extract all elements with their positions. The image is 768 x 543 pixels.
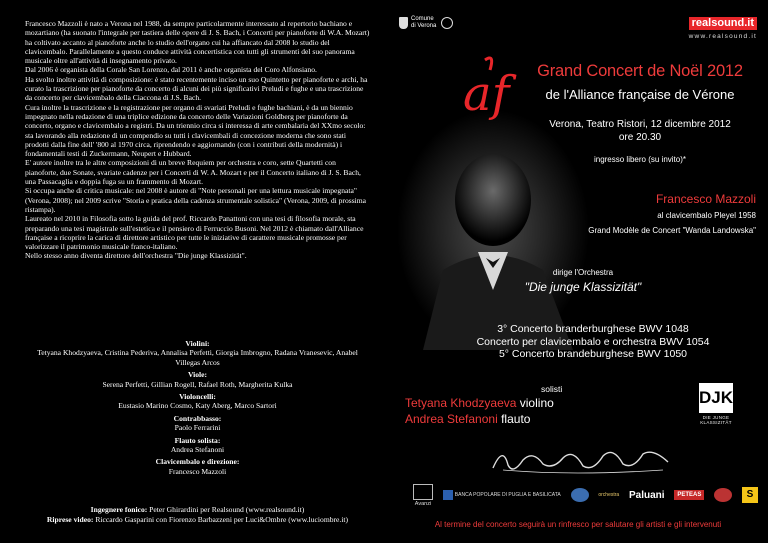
soloist-instrument: violino — [519, 396, 554, 410]
tech-value: Riccardo Gasparini con Fiorenzo Barbazzeni per Luci&Ombre (www.luciombre.it) — [95, 515, 349, 524]
technical-credits — [25, 505, 370, 525]
instrument-line: al clavicembalo Pleyel 1958 — [657, 211, 756, 220]
tech-credit — [25, 505, 370, 515]
djk-mark: DJK — [699, 383, 733, 413]
sponsor-strip — [413, 482, 758, 508]
djk-caption: DIE JUNGE KLASSIZITÄT — [700, 415, 732, 425]
bio-paragraph: Ha svolto inoltre attività di composizione: è stato recentemente inciso un suo Quintetto per pianoforte e archi, ha curato la trascrizione per pianoforte da concerto di alcuni dei più significativi Preludi e fughe e una trascrizione da concerto per clavicembalo della Ciaccona di J.S. Bach. — [25, 74, 368, 103]
soloist-name: Andrea Stefanoni — [405, 412, 498, 426]
biography — [25, 19, 370, 261]
credit-role: Violini: — [185, 339, 210, 348]
program-item: 3° Concerto branderburghese BWV 1048 — [497, 323, 689, 335]
performer-photo — [383, 140, 593, 350]
credit-role: Violoncelli: — [179, 392, 216, 402]
bio-paragraph: Cura inoltre la trascrizione e la registrazione per organo di svariati Preludi e fughe bachiani, è da un biennio impegnato nella redazione di una triplice edizione da concerto delle Variazioni Goldberg per pianoforte da concerto, organo e clavicembalo a registri. Da un triennio circa si interessa di arte cembalaria del XXmo secolo: sta lavorando alla redazione di un compendio su tutti i clavicembali di concezione moderna che sono stati prodotti dalla fine dell' '800 al 1970 circa, riprendendo e aggiornando (con i contributi della modernità) i fondamentali testi di Zuckermann, Neupert e Hubbard. — [25, 102, 366, 159]
avanzi-icon — [413, 484, 433, 500]
ring-icon — [441, 17, 453, 29]
soloist-row — [405, 396, 665, 410]
tech-credit — [25, 515, 370, 525]
bio-paragraph: Nello stesso anno diventa direttore dell'orchestra "Die junge Klassizität". — [25, 251, 247, 261]
venue-date — [516, 118, 764, 144]
bank-icon — [443, 490, 453, 500]
sponsor-bpp — [443, 490, 561, 500]
realsound-wordmark: realsound.it — [689, 17, 757, 30]
credit-names: Paolo Ferrarini — [174, 423, 221, 433]
sponsor-orchestra: orchestra — [598, 492, 620, 498]
orchestra-credits — [25, 336, 370, 476]
soloists — [405, 384, 665, 426]
bio-paragraph: Si occupa anche di critica musicale: nel 2008 è autore di "Note personali per una lettura musicale impegnata" (Verona, 2008); nel 2009 scrive "Storia e pratica della cadenza strumentale solistica" (Verona, 2009, di prossima ristampa). — [25, 186, 367, 214]
performer-name: Francesco Mazzoli — [655, 192, 756, 206]
bio-paragraph: Francesco Mazzoli è nato a Verona nel 1988, da sempre particolarmente interessato al repertorio bachiano e mozartiano (ha suonato l'integrale per tastiera delle opere di J. S. Bach, i Concerti per pianoforte di W.A. Mozart) ha coltivato accanto al pianoforte anche lo studio dell'organo cui ha affiancato dal 2008 lo studio del clavicembalo. Parallelamente a questo conduce attività concertistica con tutti gli strumenti del suo panorama musicale oltre all'attività di insegnamento privato. — [25, 19, 370, 66]
soloist-name: Tetyana Khodzyaeva — [405, 396, 517, 410]
realsound-url: www.realsound.it — [688, 33, 757, 40]
title-line1: Grand Concert de Noël 2012 — [537, 62, 743, 80]
af-logo-text: af — [463, 66, 510, 122]
credit-role: Contrabbasso: — [173, 413, 222, 423]
credit-names: Eustasio Marino Cosmo, Katy Aberg, Marco Sartori — [118, 401, 277, 411]
crest-icon — [399, 17, 408, 29]
program-list — [443, 323, 743, 361]
conductor-info — [508, 268, 658, 294]
instrument-model-line: Grand Modèle de Concert "Wanda Landowska" — [588, 226, 756, 235]
tech-label: Riprese video: — [46, 515, 94, 524]
title-line2: de l'Alliance française de Vérone — [545, 87, 735, 102]
credit-names: Francesco Mazzoli — [168, 466, 227, 476]
sponsor-avanzi — [413, 484, 433, 507]
sponsor-s-logo: S — [742, 487, 758, 503]
program-item: Concerto per clavicembalo e orchestra BWV 1054 — [476, 335, 710, 348]
comune-logo — [399, 16, 453, 29]
realsound-logo — [689, 13, 757, 40]
soloist-row — [405, 412, 665, 426]
credit-names: Andrea Stefanoni — [170, 445, 225, 455]
sponsor-avanzi-label: Avanzi — [414, 500, 432, 507]
sponsor-red-logo: PETEAS — [674, 490, 704, 500]
bio-paragraph: Dal 2006 è organista della Corale San Lorenzo, dal 2011 è anche organista del Coro Alfonsiano. — [25, 65, 317, 75]
orchestra-name: "Die junge Klassizität" — [524, 280, 642, 294]
bio-paragraph: E' autore inoltre tra le altre composizioni di un breve Requiem per orchestra e coro, sette Quartetti con pianoforte, due Sonate, svariate cadenze per i Concerti di W. A. Mozart e per il Concerto italiano di J. S. Bach, una Passacaglia e doppia fuga su un frammento di Mozart. — [25, 158, 361, 187]
concert-title — [515, 62, 765, 102]
footer-note: Al termine del concerto seguirà un rinfresco per salutare gli artisti e gli intervenuti — [434, 520, 722, 529]
credit-role: Flauto solista: — [174, 435, 221, 445]
right-panel — [383, 0, 768, 543]
dirige-line: dirige l'Orchestra — [552, 268, 614, 277]
sponsor-red-circle-icon — [714, 488, 732, 502]
tech-value: Peter Ghirardini per Realsound (www.realsound.it) — [149, 505, 305, 514]
entry-note: ingresso libero (su invito)* — [593, 155, 687, 164]
credit-names: Serena Perfetti, Gillian Rogell, Rafael Roth, Margherita Kulka — [102, 379, 293, 389]
comune-line2: di Verona — [411, 22, 437, 29]
soloist-instrument: flauto — [501, 412, 531, 426]
credit-role: Viole: — [187, 370, 208, 380]
sponsor-globe-icon — [571, 488, 589, 502]
sponsor-bpp-label: BANCA POPOLARE DI PUGLIA E BASILICATA — [454, 492, 561, 498]
soloists-title: solisti — [541, 384, 563, 394]
bach-signature — [483, 440, 683, 480]
credit-names: Tetyana Khodzyaeva, Cristina Pederiva, Annalisa Perfetti, Giorgia Imbrogno, Radana Vranesevic, Anabel Villegas Arcos — [37, 348, 358, 367]
venue-line: Verona, Teatro Ristori, 12 dicembre 2012 — [549, 119, 731, 130]
bio-paragraph: Laureato nel 2010 in Filosofia sotto la guida del prof. Riccardo Panattoni con una tesi di filosofia morale, sta preparando una tesi magistrale sull'estetica e il pensiero di Ferruccio Busoni. Nel 2012 è chiamato dall'Alliance française a ricoprire la carica di direttore artistico per tutte le iniziative di carattere musicale promosse per valorizzare il patrimonio musicale franco-italiano. — [25, 214, 364, 252]
time-line: ore 20.30 — [618, 132, 662, 143]
left-panel — [0, 0, 383, 543]
djk-logo — [694, 383, 738, 425]
sponsor-paluani: Paluani — [629, 489, 665, 501]
tech-label: Ingegnere fonico: — [90, 505, 148, 514]
comune-line1: Comune — [411, 16, 434, 22]
performer-info — [588, 192, 756, 235]
program-item: 5° Concerto brandeburghese BWV 1050 — [498, 348, 688, 360]
credit-role: Clavicembalo e direzione: — [155, 457, 240, 467]
